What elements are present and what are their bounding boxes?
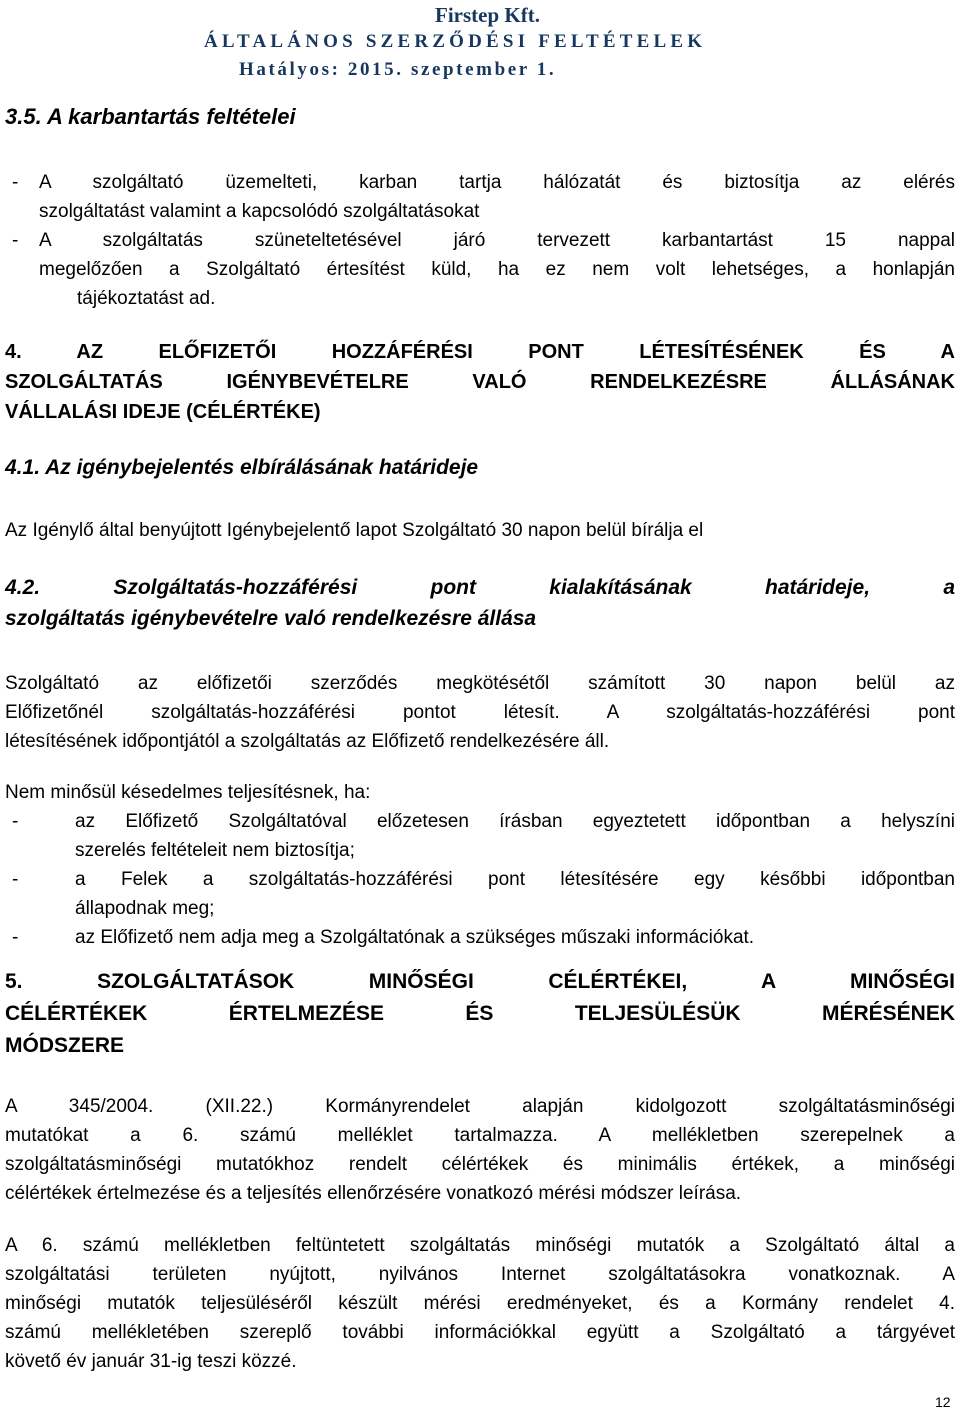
- list-item: [5, 923, 955, 952]
- text-line: szolgáltatást valamint a kapcsolódó szolgáltatásokat: [39, 201, 480, 222]
- list-item: [5, 807, 955, 865]
- text-line: megelőzően a Szolgáltató értesítést küld, ha ez nem volt lehetséges, a honlapján: [39, 259, 955, 280]
- text-line: az Előfizető nem adja meg a Szolgáltatónak a szükséges műszaki információkat.: [75, 927, 755, 948]
- header-effective-date: Hatályos: 2015. szeptember 1.: [239, 59, 557, 80]
- section-4-2-heading: [5, 572, 955, 634]
- text-line: A 345/2004. (XII.22.) Kormányrendelet alapján kidolgozott szolgáltatásminőségi: [5, 1096, 955, 1117]
- heading-line: SZOLGÁLTATÁS IGÉNYBEVÉTELRE VALÓ RENDELKEZÉSRE ÁLLÁSÁNAK: [5, 371, 955, 393]
- heading-line: MÓDSZERE: [5, 1034, 125, 1057]
- heading-line: 4. AZ ELŐFIZETŐI HOZZÁFÉRÉSI PONT LÉTESÍTÉSÉNEK ÉS A: [5, 341, 955, 363]
- heading-line: CÉLÉRTÉKEK ÉRTELMEZÉSE ÉS TELJESÜLÉSÜK MÉRÉSÉNEK: [5, 1002, 955, 1025]
- section-4-heading: [5, 337, 955, 427]
- text-line: célértékek értelmezése és a teljesítés ellenőrzésére vonatkozó mérési módszer leírása.: [5, 1183, 742, 1204]
- section-3-5-heading: 3.5. A karbantartás feltételei: [5, 104, 296, 129]
- text-line: létesítésének időpontjától a szolgáltatás az Előfizető rendelkezésére áll.: [5, 731, 610, 752]
- header-title: ÁLTALÁNOS SZERZŐDÉSI FELTÉTELEK: [204, 31, 707, 52]
- section-5-paragraph-1: [5, 1092, 955, 1208]
- header-company: Firstep Kft.: [435, 3, 540, 27]
- bullet-dash: -: [12, 811, 19, 832]
- section-4-1-text: Az Igénylő által benyújtott Igénybejelentő lapot Szolgáltató 30 napon belül bírálja el: [5, 520, 704, 541]
- page-number: 12: [935, 1394, 951, 1410]
- text-line: A 6. számú mellékletben feltüntetett szolgáltatás minőségi mutatók a Szolgáltató által a: [5, 1235, 955, 1256]
- text-line: minőségi mutatók teljesüléséről készült mérési eredményeket, és a Kormány rendelet 4.: [5, 1293, 955, 1314]
- bullet-dash: -: [12, 172, 19, 193]
- text-line: szolgáltatási területen nyújtott, nyilvános Internet szolgáltatásokra vonatkoznak. A: [5, 1264, 955, 1285]
- section-3-5-body: [5, 168, 955, 313]
- list-item: [5, 865, 955, 923]
- text-line: a Felek a szolgáltatás-hozzáférési pont létesítésére egy későbbi időpontban: [75, 869, 955, 890]
- text-line: követő év január 31-ig teszi közzé.: [5, 1351, 297, 1372]
- list-item: [5, 168, 955, 226]
- text-line: szolgáltatásminőségi mutatókhoz rendelt célértékek és minimális értékek, a minőségi: [5, 1154, 955, 1175]
- bullet-dash: -: [12, 869, 19, 890]
- text-line: tájékoztatást ad.: [77, 288, 216, 309]
- bullet-dash: -: [12, 927, 19, 948]
- heading-line: 4.2. Szolgáltatás-hozzáférési pont kialakításának határideje, a: [5, 576, 955, 599]
- list-intro: Nem minősül késedelmes teljesítésnek, ha:: [5, 782, 371, 803]
- heading-line: VÁLLALÁSI IDEJE (CÉLÉRTÉKE): [5, 401, 321, 423]
- section-5-heading: [5, 966, 955, 1062]
- text-line: állapodnak meg;: [75, 898, 215, 919]
- heading-line: szolgáltatás igénybevételre való rendelkezésre állása: [5, 607, 537, 630]
- text-line: A szolgáltatás szüneteltetésével járó tervezett karbantartást 15 nappal: [39, 230, 955, 251]
- section-4-2-paragraph: [5, 669, 955, 756]
- text-line: számú mellékletében szereplő további információkkal együtt a Szolgáltató a tárgyévet: [5, 1322, 955, 1343]
- heading-line: 5. SZOLGÁLTATÁSOK MINŐSÉGI CÉLÉRTÉKEI, A MINŐSÉGI: [5, 970, 955, 993]
- section-4-2-list: [5, 778, 955, 952]
- text-line: Szolgáltató az előfizetői szerződés megkötésétől számított 30 napon belül az: [5, 673, 955, 694]
- section-5-paragraph-2: [5, 1231, 955, 1376]
- text-line: Előfizetőnél szolgáltatás-hozzáférési pontot létesít. A szolgáltatás-hozzáférési pont: [5, 702, 955, 723]
- list-item: [5, 226, 955, 255]
- bullet-dash: -: [12, 230, 19, 251]
- text-line: mutatókat a 6. számú melléklet tartalmazza. A mellékletben szerepelnek a: [5, 1125, 955, 1146]
- text-line: az Előfizető Szolgáltatóval előzetesen írásban egyeztetett időpontban a helyszíni: [75, 811, 955, 832]
- section-4-1-heading: 4.1. Az igénybejelentés elbírálásának határideje: [5, 456, 479, 479]
- text-line: szerelés feltételeit nem biztosítja;: [75, 840, 355, 861]
- text-line: A szolgáltató üzemelteti, karban tartja hálózatát és biztosítja az elérés: [39, 172, 955, 193]
